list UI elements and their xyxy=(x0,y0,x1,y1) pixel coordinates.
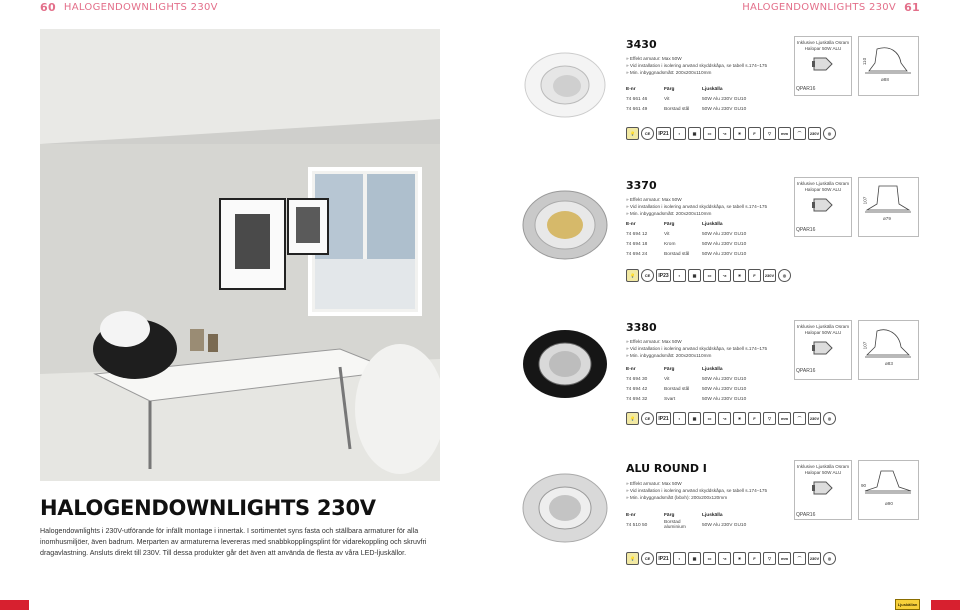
dimmer-icon: ◐ xyxy=(673,412,686,425)
room-photo-illustration xyxy=(40,29,440,481)
cell-enr: 74 694 12 xyxy=(626,231,648,237)
table-row xyxy=(626,249,796,259)
box-icon: ▭ xyxy=(703,127,716,140)
mm-icon: mm xyxy=(778,412,791,425)
voltage-icon: 230V xyxy=(808,127,821,140)
bulb-note-box xyxy=(794,36,852,96)
grid-icon: ▦ xyxy=(688,552,701,565)
cell-color: Borstad stål xyxy=(664,251,690,257)
ce-icon: CE xyxy=(641,127,654,140)
dim-height: 107 xyxy=(862,196,868,205)
cell-color: Krom xyxy=(664,241,676,247)
cell-source: 50W Alu 230V GU10 xyxy=(702,386,747,392)
bullet: » Vid installation i isolering använd skyddskåpa, se tabell s.174–175 xyxy=(626,63,768,69)
cell-color: Borstad stål xyxy=(664,106,690,112)
flow-icon: ↝ xyxy=(718,552,731,565)
cell-enr: 74 661 46 xyxy=(626,96,648,102)
spec-icons xyxy=(626,552,836,565)
cell-source: 50W Alu 230V GU10 xyxy=(702,231,747,237)
table-row xyxy=(626,104,796,114)
cell-enr: 74 694 30 xyxy=(626,376,648,382)
product-3380 xyxy=(520,318,920,443)
bulb-note-line: Halopar 50W ALU xyxy=(804,330,842,335)
cell-source: 50W Alu 230V GU10 xyxy=(702,396,747,402)
f-mark-icon: F xyxy=(748,412,761,425)
ip-rating: IP21 xyxy=(656,412,671,425)
table-header xyxy=(626,364,796,374)
ce-icon: CE xyxy=(641,412,654,425)
cell-color: Vit xyxy=(664,231,670,237)
cell-color: Borstad aluminium xyxy=(664,520,686,530)
dim-diameter: ø90 xyxy=(885,501,893,506)
product-3430 xyxy=(520,30,920,150)
bulb-icon xyxy=(812,55,834,73)
col-enr: E-nr xyxy=(626,86,636,92)
bullet: » Vid installation i isolering använd skyddskåpa, se tabell s.174–175 xyxy=(626,488,768,494)
flow-icon: ↝ xyxy=(718,412,731,425)
product-image xyxy=(520,466,610,550)
product-bullets xyxy=(626,338,801,360)
cell-source: 50W Alu 230V GU10 xyxy=(702,96,747,102)
col-source: Ljuskälla xyxy=(702,512,723,518)
bulb-note-line: Halopar 50W ALU xyxy=(804,470,842,475)
flow-icon: ↝ xyxy=(718,127,731,140)
dim-height: 107 xyxy=(862,341,868,350)
class-icon: ◎ xyxy=(778,269,791,282)
dim-height: 90 xyxy=(861,483,867,488)
product-bullets xyxy=(626,196,801,218)
bullet: » Min. inbyggnadsmått: 200x200x110mm xyxy=(626,70,712,76)
table-row xyxy=(626,394,796,404)
qpar-label: QPAR16 xyxy=(796,368,816,374)
lamp-icon: ⌒ xyxy=(793,412,806,425)
bulb-icon: 💡 xyxy=(626,269,639,282)
footer-accent-right xyxy=(931,600,960,610)
bulb-icon xyxy=(812,196,834,214)
product-image xyxy=(520,322,610,406)
spec-icons xyxy=(626,269,791,282)
dim-diameter: ø83 xyxy=(885,361,893,366)
col-source: Ljuskälla xyxy=(702,86,723,92)
table-header xyxy=(626,84,796,94)
spec-icons xyxy=(626,127,836,140)
ce-icon: CE xyxy=(641,552,654,565)
grid-icon: ▦ xyxy=(688,269,701,282)
page-number-right: 61 xyxy=(904,0,920,14)
product-title: 3430 xyxy=(626,38,657,51)
col-color: Färg xyxy=(664,512,675,518)
col-enr: E-nr xyxy=(626,366,636,372)
cell-source: 50W Alu 230V GU10 xyxy=(702,106,747,112)
bullet: » Vid installation i isolering använd skyddskåpa, se tabell s.174–175 xyxy=(626,346,768,352)
temp-icon: ☀ xyxy=(733,269,746,282)
col-enr: E-nr xyxy=(626,512,636,518)
product-title: ALU ROUND I xyxy=(626,462,707,475)
col-source: Ljuskälla xyxy=(702,366,723,372)
ce-icon: CE xyxy=(641,269,654,282)
shield-icon: ▽ xyxy=(763,412,776,425)
cell-color: Vit xyxy=(664,96,670,102)
product-3370 xyxy=(520,175,920,300)
header-title-left: HALOGENDOWNLIGHTS 230V xyxy=(63,1,218,13)
intro-text: Halogendownlights i 230V-utförande för infällt montage i innertak. I sortimentet syns fasta och ställbara armaturer för alla inomhusmiljöer, även badrum. Merparten av armaturerna levereras med snabbkopplingsplint för vidarekoppling och skruvfri dragavlastning. Ansluts direkt till 230V. Till dessa produkter går det även att använda de flesta av våra LED-ljuskällor. xyxy=(40,527,427,557)
product-table xyxy=(626,364,796,404)
grid-icon: ▦ xyxy=(688,127,701,140)
f-mark-icon: F xyxy=(748,269,761,282)
cell-enr: 74 661 49 xyxy=(626,106,648,112)
bulb-note-line: Halopar 50W ALU xyxy=(804,187,842,192)
dimension-drawing xyxy=(858,177,919,237)
box-icon: ▭ xyxy=(703,412,716,425)
lamp-icon: ⌒ xyxy=(793,127,806,140)
table-row xyxy=(626,374,796,384)
table-row xyxy=(626,520,796,530)
col-enr: E-nr xyxy=(626,221,636,227)
flow-icon: ↝ xyxy=(718,269,731,282)
header-right xyxy=(742,0,920,14)
qpar-label: QPAR16 xyxy=(796,86,816,92)
col-color: Färg xyxy=(664,86,675,92)
brand-logo: Ljuskällan xyxy=(895,599,920,610)
bulb-note-box xyxy=(794,177,852,237)
main-heading: HALOGENDOWNLIGHTS 230V xyxy=(40,496,376,520)
cell-enr: 74 694 32 xyxy=(626,396,648,402)
bulb-note-line: Inklusive Ljuskälla Osram xyxy=(796,181,850,186)
dimension-drawing-svg xyxy=(859,461,918,519)
dimension-drawing xyxy=(858,36,919,96)
box-icon: ▭ xyxy=(703,552,716,565)
bulb-icon xyxy=(812,479,834,497)
box-icon: ▭ xyxy=(703,269,716,282)
bulb-icon: 💡 xyxy=(626,552,639,565)
spec-icons xyxy=(626,412,836,425)
bullet: » Effekt armatur: Max 50W xyxy=(626,339,682,344)
product-bullets xyxy=(626,480,801,502)
table-header xyxy=(626,219,796,229)
page-number-left: 60 xyxy=(40,0,56,14)
cell-color: Borstad stål xyxy=(664,386,690,392)
bulb-icon xyxy=(812,339,834,357)
cell-enr: 74 510 50 xyxy=(626,522,648,528)
grid-icon: ▦ xyxy=(688,412,701,425)
product-table xyxy=(626,510,796,530)
voltage-icon: 230V xyxy=(763,269,776,282)
dimmer-icon: ◐ xyxy=(673,127,686,140)
qpar-label: QPAR16 xyxy=(796,227,816,233)
col-color: Färg xyxy=(664,366,675,372)
bullet: » Min. inbyggnadsmått: 200x200x110mm xyxy=(626,211,712,217)
dimension-drawing-svg xyxy=(859,321,918,379)
bullet: » Effekt armatur: Max 50W xyxy=(626,56,682,61)
lamp-icon: ⌒ xyxy=(793,552,806,565)
bulb-note-line: Inklusive Ljuskälla Osram xyxy=(796,40,850,45)
qpar-label: QPAR16 xyxy=(796,512,816,518)
dimension-drawing-svg xyxy=(859,37,918,95)
cell-source: 50W Alu 230V GU10 xyxy=(702,522,747,528)
product-table xyxy=(626,219,796,259)
product-title: 3380 xyxy=(626,321,657,334)
bulb-note-box xyxy=(794,320,852,380)
shield-icon: ▽ xyxy=(763,127,776,140)
bullet: » Effekt armatur: Max 50W xyxy=(626,197,682,202)
temp-icon: ☀ xyxy=(733,412,746,425)
table-row xyxy=(626,229,796,239)
table-row xyxy=(626,384,796,394)
bullet: » Min. inbyggnadsmått: 200x200x110mm xyxy=(626,353,712,359)
table-row xyxy=(626,94,796,104)
product-table xyxy=(626,84,796,114)
shield-icon: ▽ xyxy=(763,552,776,565)
bulb-icon: 💡 xyxy=(626,127,639,140)
dim-diameter: ø88 xyxy=(881,77,889,82)
product-title: 3370 xyxy=(626,179,657,192)
bulb-note-box xyxy=(794,460,852,520)
temp-icon: ☀ xyxy=(733,552,746,565)
bulb-note-line: Halopar 50W ALU xyxy=(804,46,842,51)
product-alu-round xyxy=(520,458,920,578)
cell-source: 50W Alu 230V GU10 xyxy=(702,251,747,257)
class-icon: ◎ xyxy=(823,552,836,565)
mm-icon: mm xyxy=(778,552,791,565)
cell-color: Vit xyxy=(664,376,670,382)
header-left xyxy=(40,0,218,14)
bulb-icon: 💡 xyxy=(626,412,639,425)
dimension-drawing xyxy=(858,460,919,520)
class-icon: ◎ xyxy=(823,412,836,425)
dim-diameter: ø79 xyxy=(883,216,891,221)
product-bullets xyxy=(626,55,801,77)
cell-source: 50W Alu 230V GU10 xyxy=(702,376,747,382)
footer-accent-left xyxy=(0,600,29,610)
dimension-drawing xyxy=(858,320,919,380)
cell-color: Svart xyxy=(664,396,676,402)
bullet: » Vid installation i isolering använd skyddskåpa, se tabell s.174–175 xyxy=(626,204,768,210)
table-header xyxy=(626,510,796,520)
ip-rating: IP23 xyxy=(656,269,671,282)
bulb-note-line: Inklusive Ljuskälla Osram xyxy=(796,464,850,469)
f-mark-icon: F xyxy=(748,552,761,565)
dim-height: 110 xyxy=(862,57,868,66)
mm-icon: mm xyxy=(778,127,791,140)
cell-source: 50W Alu 230V GU10 xyxy=(702,241,747,247)
dimmer-icon: ◐ xyxy=(673,269,686,282)
cell-enr: 74 694 42 xyxy=(626,386,648,392)
voltage-icon: 230V xyxy=(808,412,821,425)
cell-enr: 74 694 24 xyxy=(626,251,648,257)
cell-enr: 74 694 18 xyxy=(626,241,648,247)
ip-rating: IP21 xyxy=(656,552,671,565)
ip-rating: IP21 xyxy=(656,127,671,140)
dimension-drawing-svg xyxy=(859,178,918,236)
voltage-icon: 230V xyxy=(808,552,821,565)
f-mark-icon: F xyxy=(748,127,761,140)
bulb-note-line: Inklusive Ljuskälla Osram xyxy=(796,324,850,329)
bullet: » Min. inbyggnadsmått (lxbxh): 200x200x120mm xyxy=(626,495,728,501)
room-photo xyxy=(40,29,440,481)
product-image xyxy=(520,183,610,267)
col-source: Ljuskälla xyxy=(702,221,723,227)
temp-icon: ☀ xyxy=(733,127,746,140)
col-color: Färg xyxy=(664,221,675,227)
product-image xyxy=(520,40,610,124)
class-icon: ◎ xyxy=(823,127,836,140)
bullet: » Effekt armatur: Max 50W xyxy=(626,481,682,486)
table-row xyxy=(626,239,796,249)
header-title-right: HALOGENDOWNLIGHTS 230V xyxy=(742,1,897,13)
dimmer-icon: ◐ xyxy=(673,552,686,565)
